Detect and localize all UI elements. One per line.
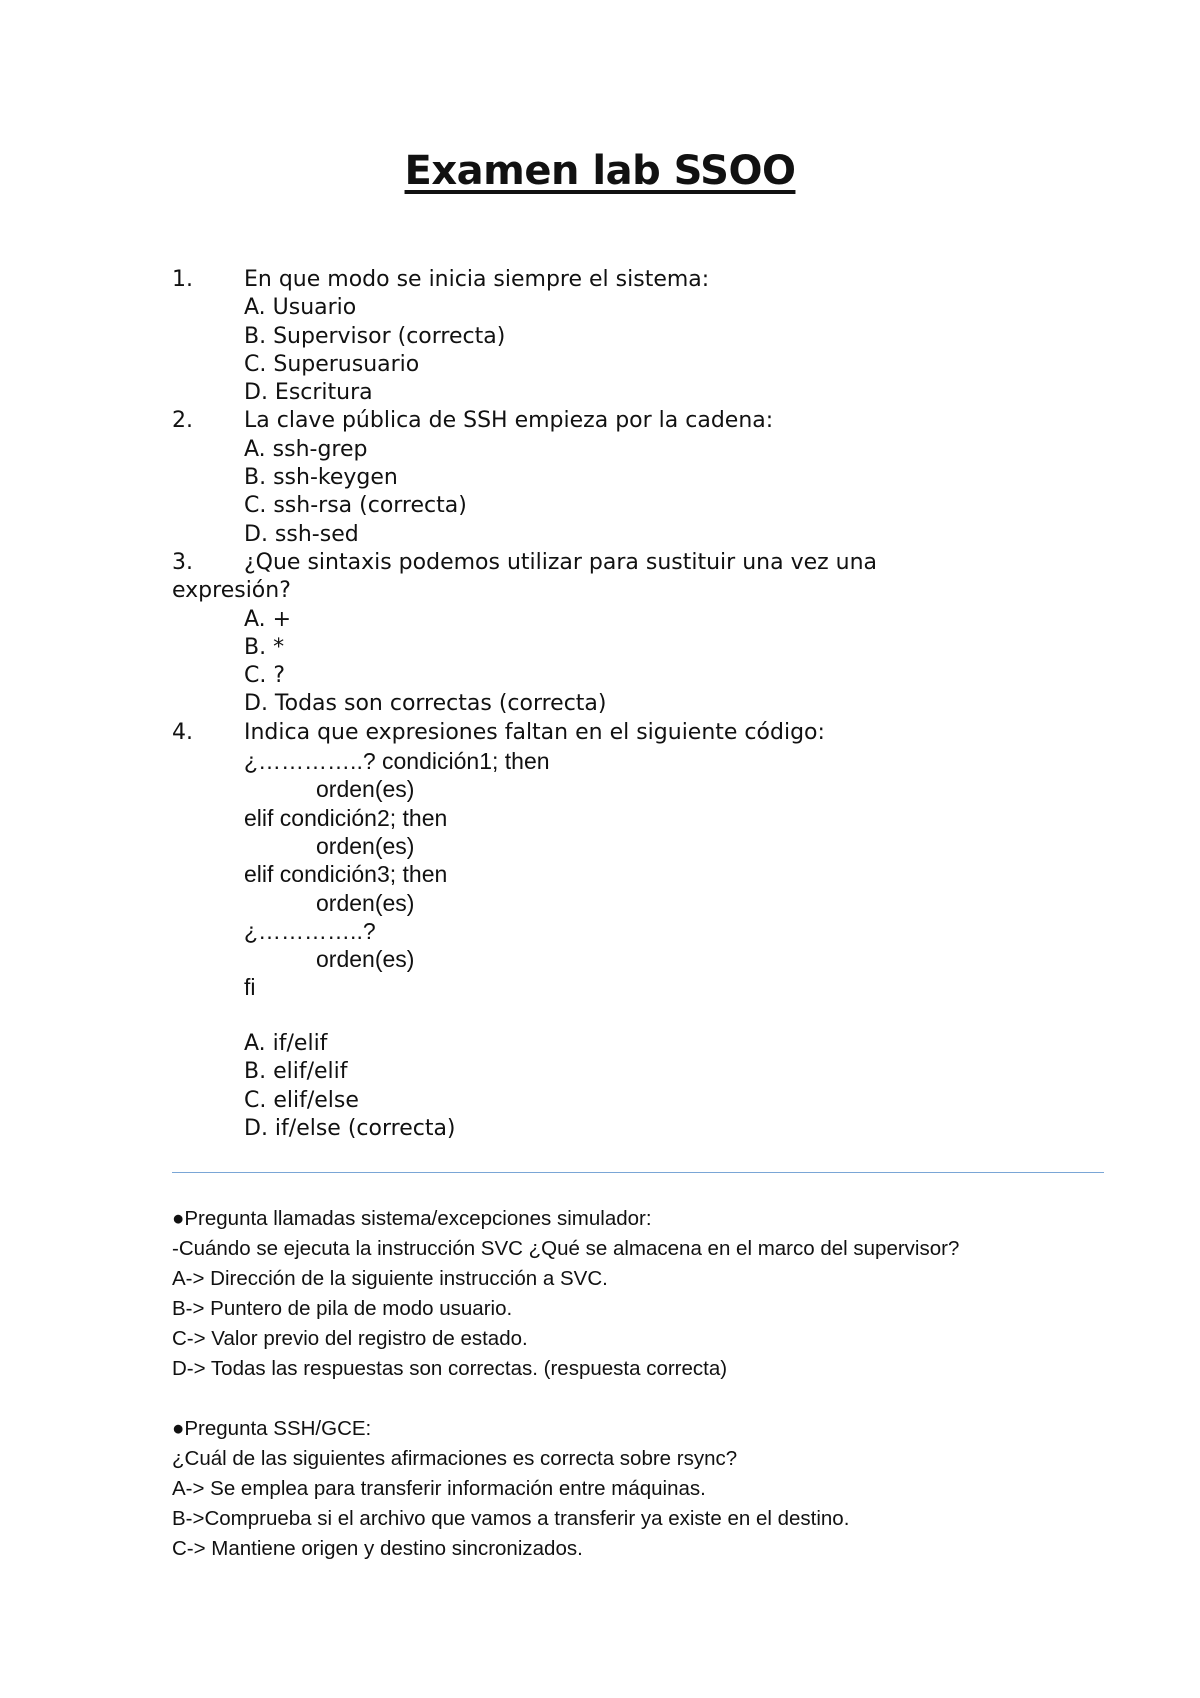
code-line: ¿…………..?	[244, 917, 376, 944]
option: A. Usuario	[244, 295, 357, 321]
page-title: Examen lab SSOO	[404, 148, 796, 194]
option: C. Superusuario	[244, 351, 420, 377]
section-llamadas-sistema	[172, 1204, 1112, 1384]
section-heading: ●Pregunta SSH/GCE:	[172, 1417, 372, 1440]
option: D. ssh-sed	[244, 521, 359, 547]
question-number: 1.	[172, 267, 193, 292]
answer: B->Comprueba si el archivo que vamos a transferir ya existe en el destino.	[172, 1507, 850, 1530]
option: D. Todas son correctas (correcta)	[244, 691, 607, 717]
code-line: orden(es)	[316, 946, 415, 973]
question-text-continued: expresión?	[172, 578, 291, 604]
question-2	[172, 407, 1072, 435]
option: C. elif/else	[244, 1087, 359, 1113]
question-text: En que modo se inicia siempre el sistema:	[244, 267, 710, 292]
question-text: Indica que expresiones faltan en el siguiente código:	[244, 719, 825, 745]
question-text: ¿Que sintaxis podemos utilizar para sustituir una vez una	[244, 549, 878, 575]
code-line: orden(es)	[316, 776, 415, 803]
code-line: elif condición3; then	[244, 861, 448, 888]
horizontal-divider	[172, 1172, 1104, 1173]
question-3	[172, 549, 1072, 577]
option: B. Supervisor (correcta)	[244, 323, 506, 349]
question-3-continuation	[172, 577, 1072, 605]
code-line: ¿…………..? condición1; then	[244, 748, 550, 775]
code-line: orden(es)	[316, 889, 415, 916]
option: A. ssh-grep	[244, 436, 368, 462]
answer: D-> Todas las respuestas son correctas. (respuesta correcta)	[172, 1357, 728, 1380]
answer: A-> Dirección de la siguiente instrucción a SVC.	[172, 1267, 608, 1290]
question-number: 4.	[172, 719, 193, 745]
option: B. ssh-keygen	[244, 465, 398, 491]
option: D. Escritura	[244, 380, 373, 406]
answer: B-> Puntero de pila de modo usuario.	[172, 1297, 513, 1320]
section-ssh-gce	[172, 1414, 1112, 1564]
question-list	[172, 266, 1072, 1143]
section-question: -Cuándo se ejecuta la instrucción SVC ¿Qué se almacena en el marco del supervisor?	[172, 1237, 960, 1260]
option: D. if/else (correcta)	[244, 1115, 456, 1141]
question-1	[172, 266, 1072, 294]
question-number: 3.	[172, 549, 193, 575]
answer: C-> Mantiene origen y destino sincronizados.	[172, 1537, 583, 1560]
option: B. *	[244, 634, 285, 660]
option: B. elif/elif	[244, 1059, 348, 1085]
answer: C-> Valor previo del registro de estado.	[172, 1327, 528, 1350]
option: A. +	[244, 606, 292, 632]
option: A. if/elif	[244, 1031, 328, 1057]
section-heading: ●Pregunta llamadas sistema/excepciones simulador:	[172, 1207, 652, 1230]
option: C. ?	[244, 663, 286, 689]
question-number: 2.	[172, 408, 193, 434]
code-line: orden(es)	[316, 832, 415, 859]
code-line: fi	[244, 974, 256, 1001]
question-4	[172, 719, 1072, 747]
code-line: elif condición2; then	[244, 804, 448, 831]
blank-line	[172, 1002, 1072, 1030]
question-text: La clave pública de SSH empieza por la cadena:	[244, 408, 774, 434]
option: C. ssh-rsa (correcta)	[244, 493, 467, 519]
answer: A-> Se emplea para transferir información entre máquinas.	[172, 1477, 706, 1500]
section-question: ¿Cuál de las siguientes afirmaciones es correcta sobre rsync?	[172, 1447, 738, 1470]
